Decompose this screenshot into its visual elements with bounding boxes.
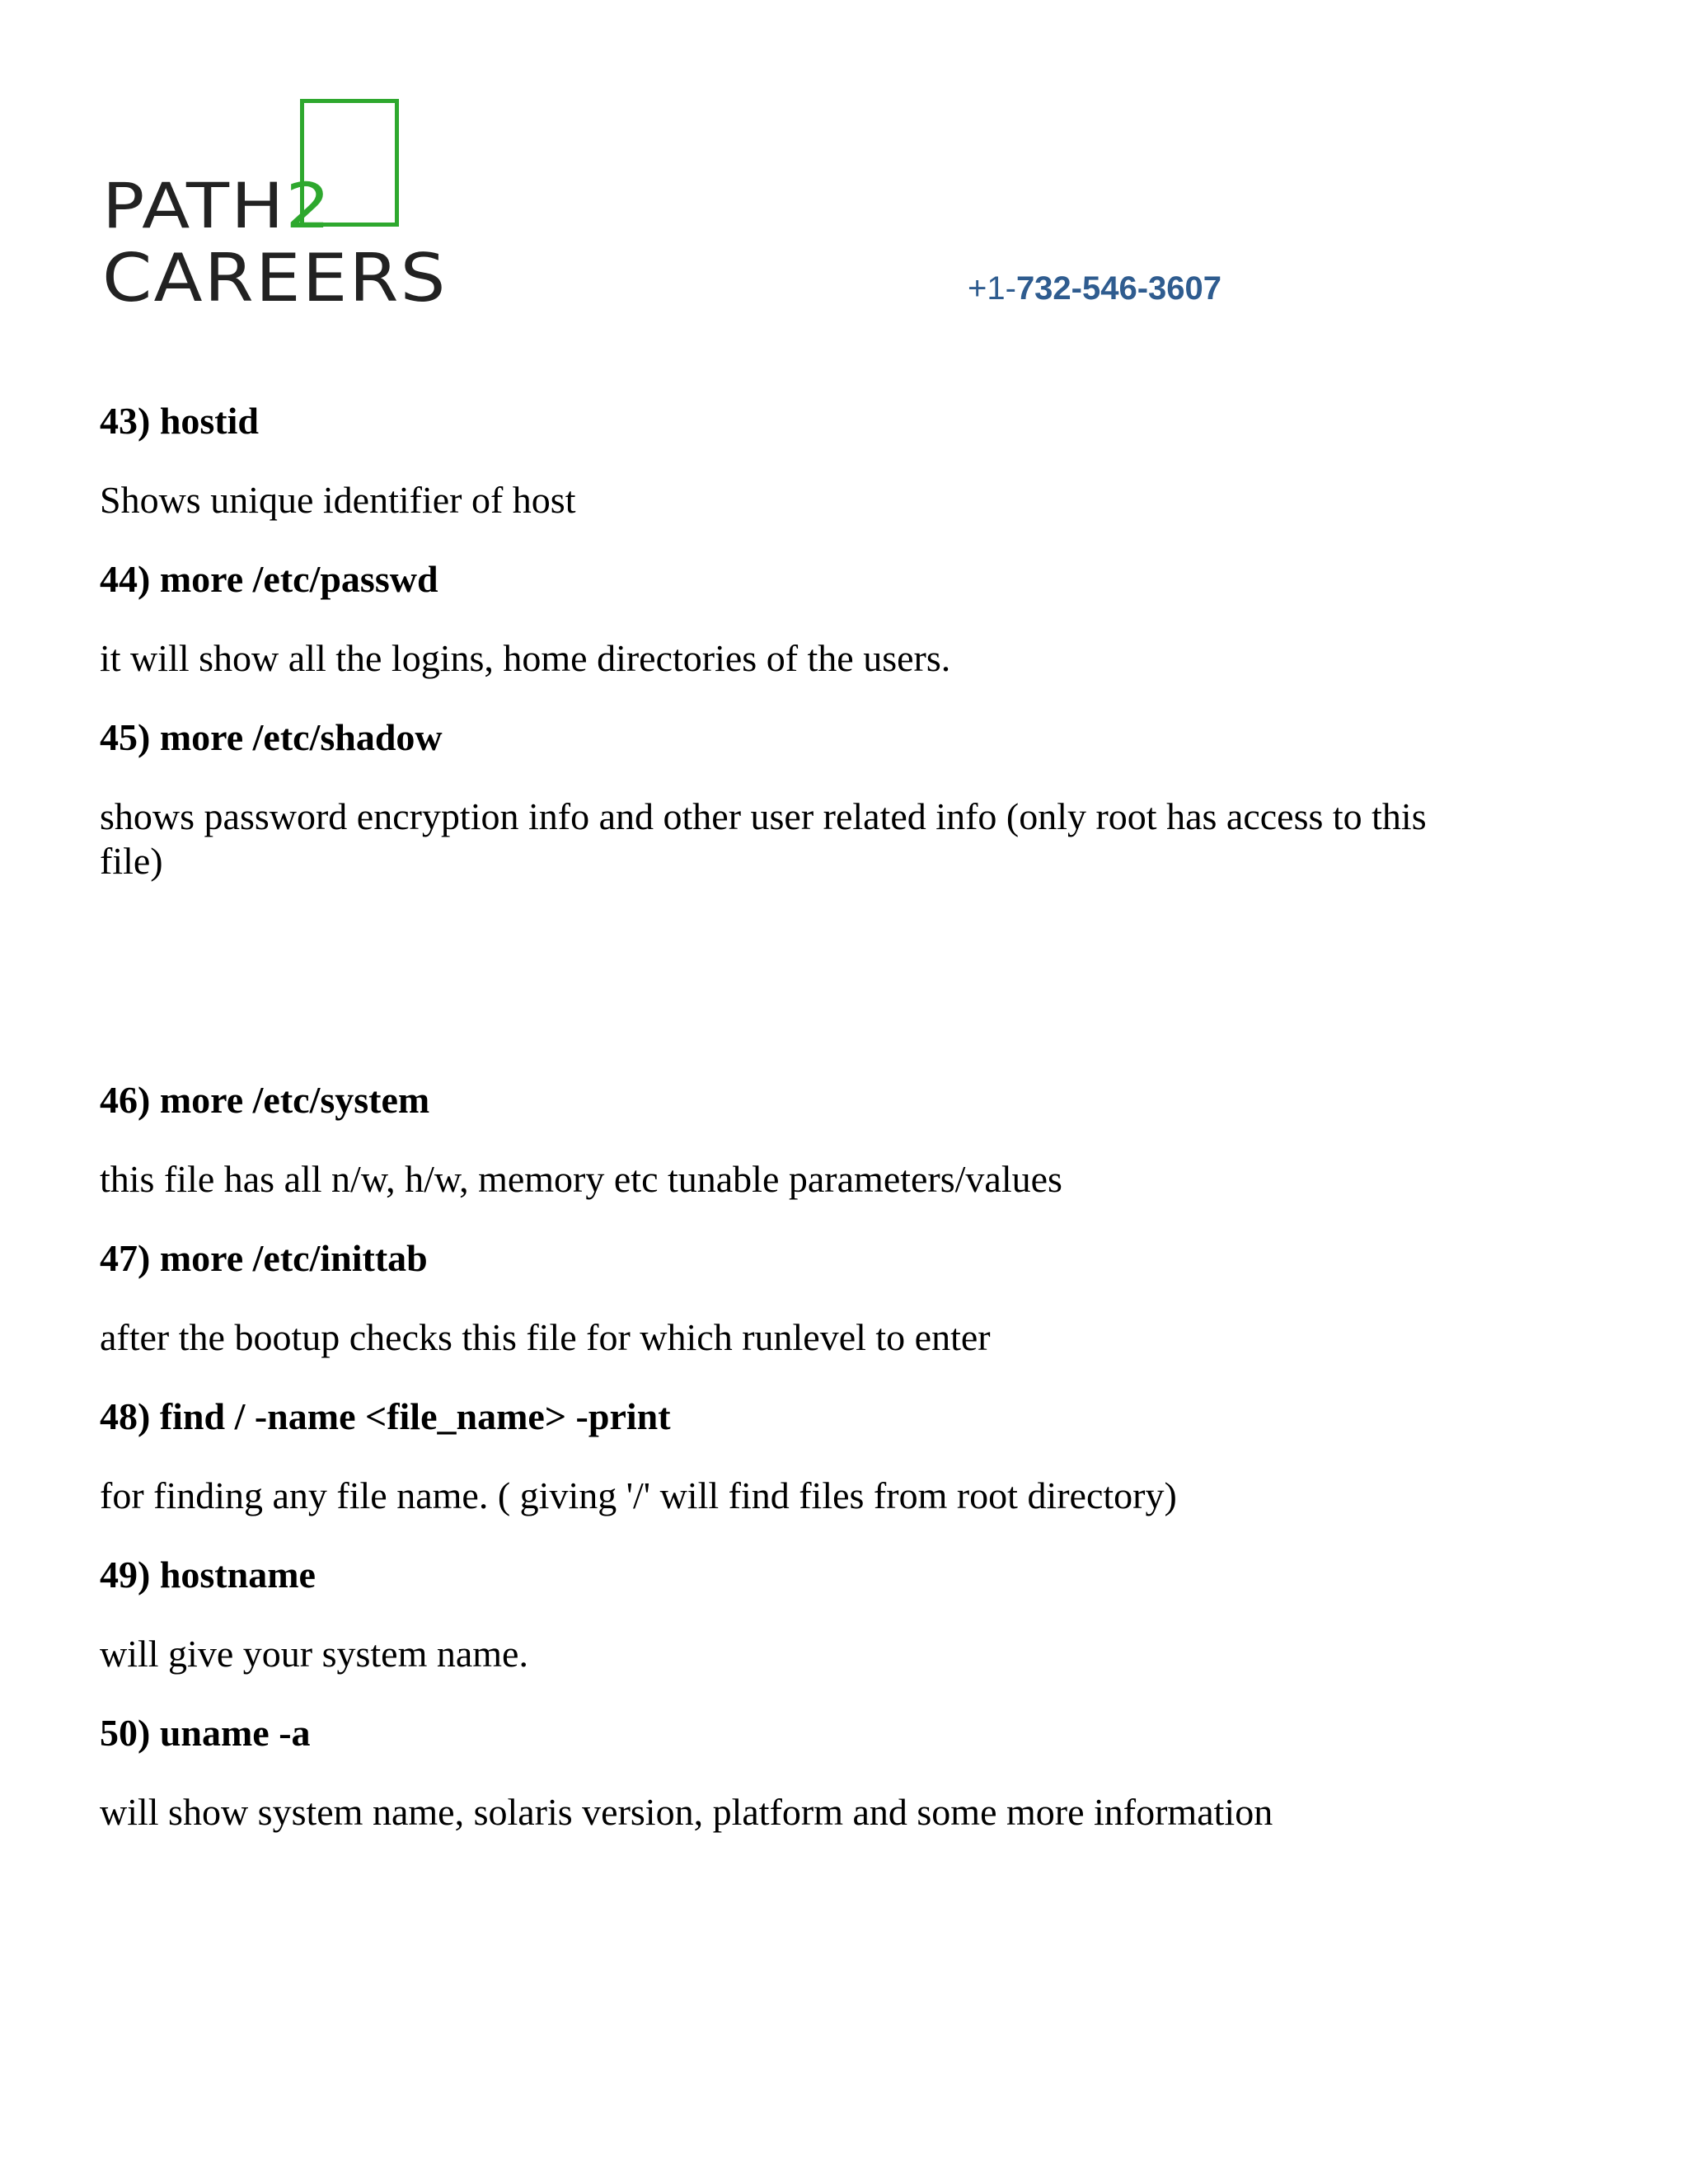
command-title: 43) hostid xyxy=(100,400,259,442)
list-item xyxy=(100,396,1484,523)
blank-space xyxy=(100,915,1484,1075)
command-description: this file has all n/w, h/w, memory etc tunable parameters/values xyxy=(100,1158,1062,1200)
list-item xyxy=(100,1708,1484,1835)
command-description: will give your system name. xyxy=(100,1633,528,1675)
command-description: Shows unique identifier of host xyxy=(100,479,576,521)
command-description: after the bootup checks this file for which runlevel to enter xyxy=(100,1316,991,1358)
command-title: 45) more /etc/shadow xyxy=(100,716,443,758)
list-item xyxy=(100,1549,1484,1676)
list-item xyxy=(100,712,1484,883)
command-description: for finding any file name. ( giving '/' will find files from root directory) xyxy=(100,1474,1177,1516)
command-title: 47) more /etc/inittab xyxy=(100,1237,428,1279)
command-description: it will show all the logins, home directories of the users. xyxy=(100,637,951,679)
phone-number xyxy=(968,270,1221,307)
command-description: will show system name, solaris version, platform and some more information xyxy=(100,1791,1273,1833)
list-item xyxy=(100,554,1484,681)
command-list xyxy=(100,396,1484,1866)
phone-digits: 732-546-3607 xyxy=(1015,270,1222,307)
logo-accent-digit: 2 xyxy=(285,169,332,242)
command-title: 50) uname -a xyxy=(100,1712,311,1754)
list-item xyxy=(100,1075,1484,1202)
company-logo xyxy=(102,99,465,316)
list-item xyxy=(100,1233,1484,1360)
command-title: 48) find / -name <file_name> -print xyxy=(100,1395,671,1437)
logo-line-careers: CAREERS xyxy=(102,240,448,316)
command-title: 49) hostname xyxy=(100,1554,316,1596)
phone-prefix: +1- xyxy=(968,270,1016,307)
command-title: 46) more /etc/system xyxy=(100,1079,430,1121)
logo-line-path xyxy=(102,169,332,242)
logo-path-text: PATH xyxy=(102,169,286,242)
command-description: shows password encryption info and other user related info (only root has access to this file) xyxy=(100,795,1427,882)
list-item xyxy=(100,1391,1484,1518)
command-title: 44) more /etc/passwd xyxy=(100,558,438,600)
